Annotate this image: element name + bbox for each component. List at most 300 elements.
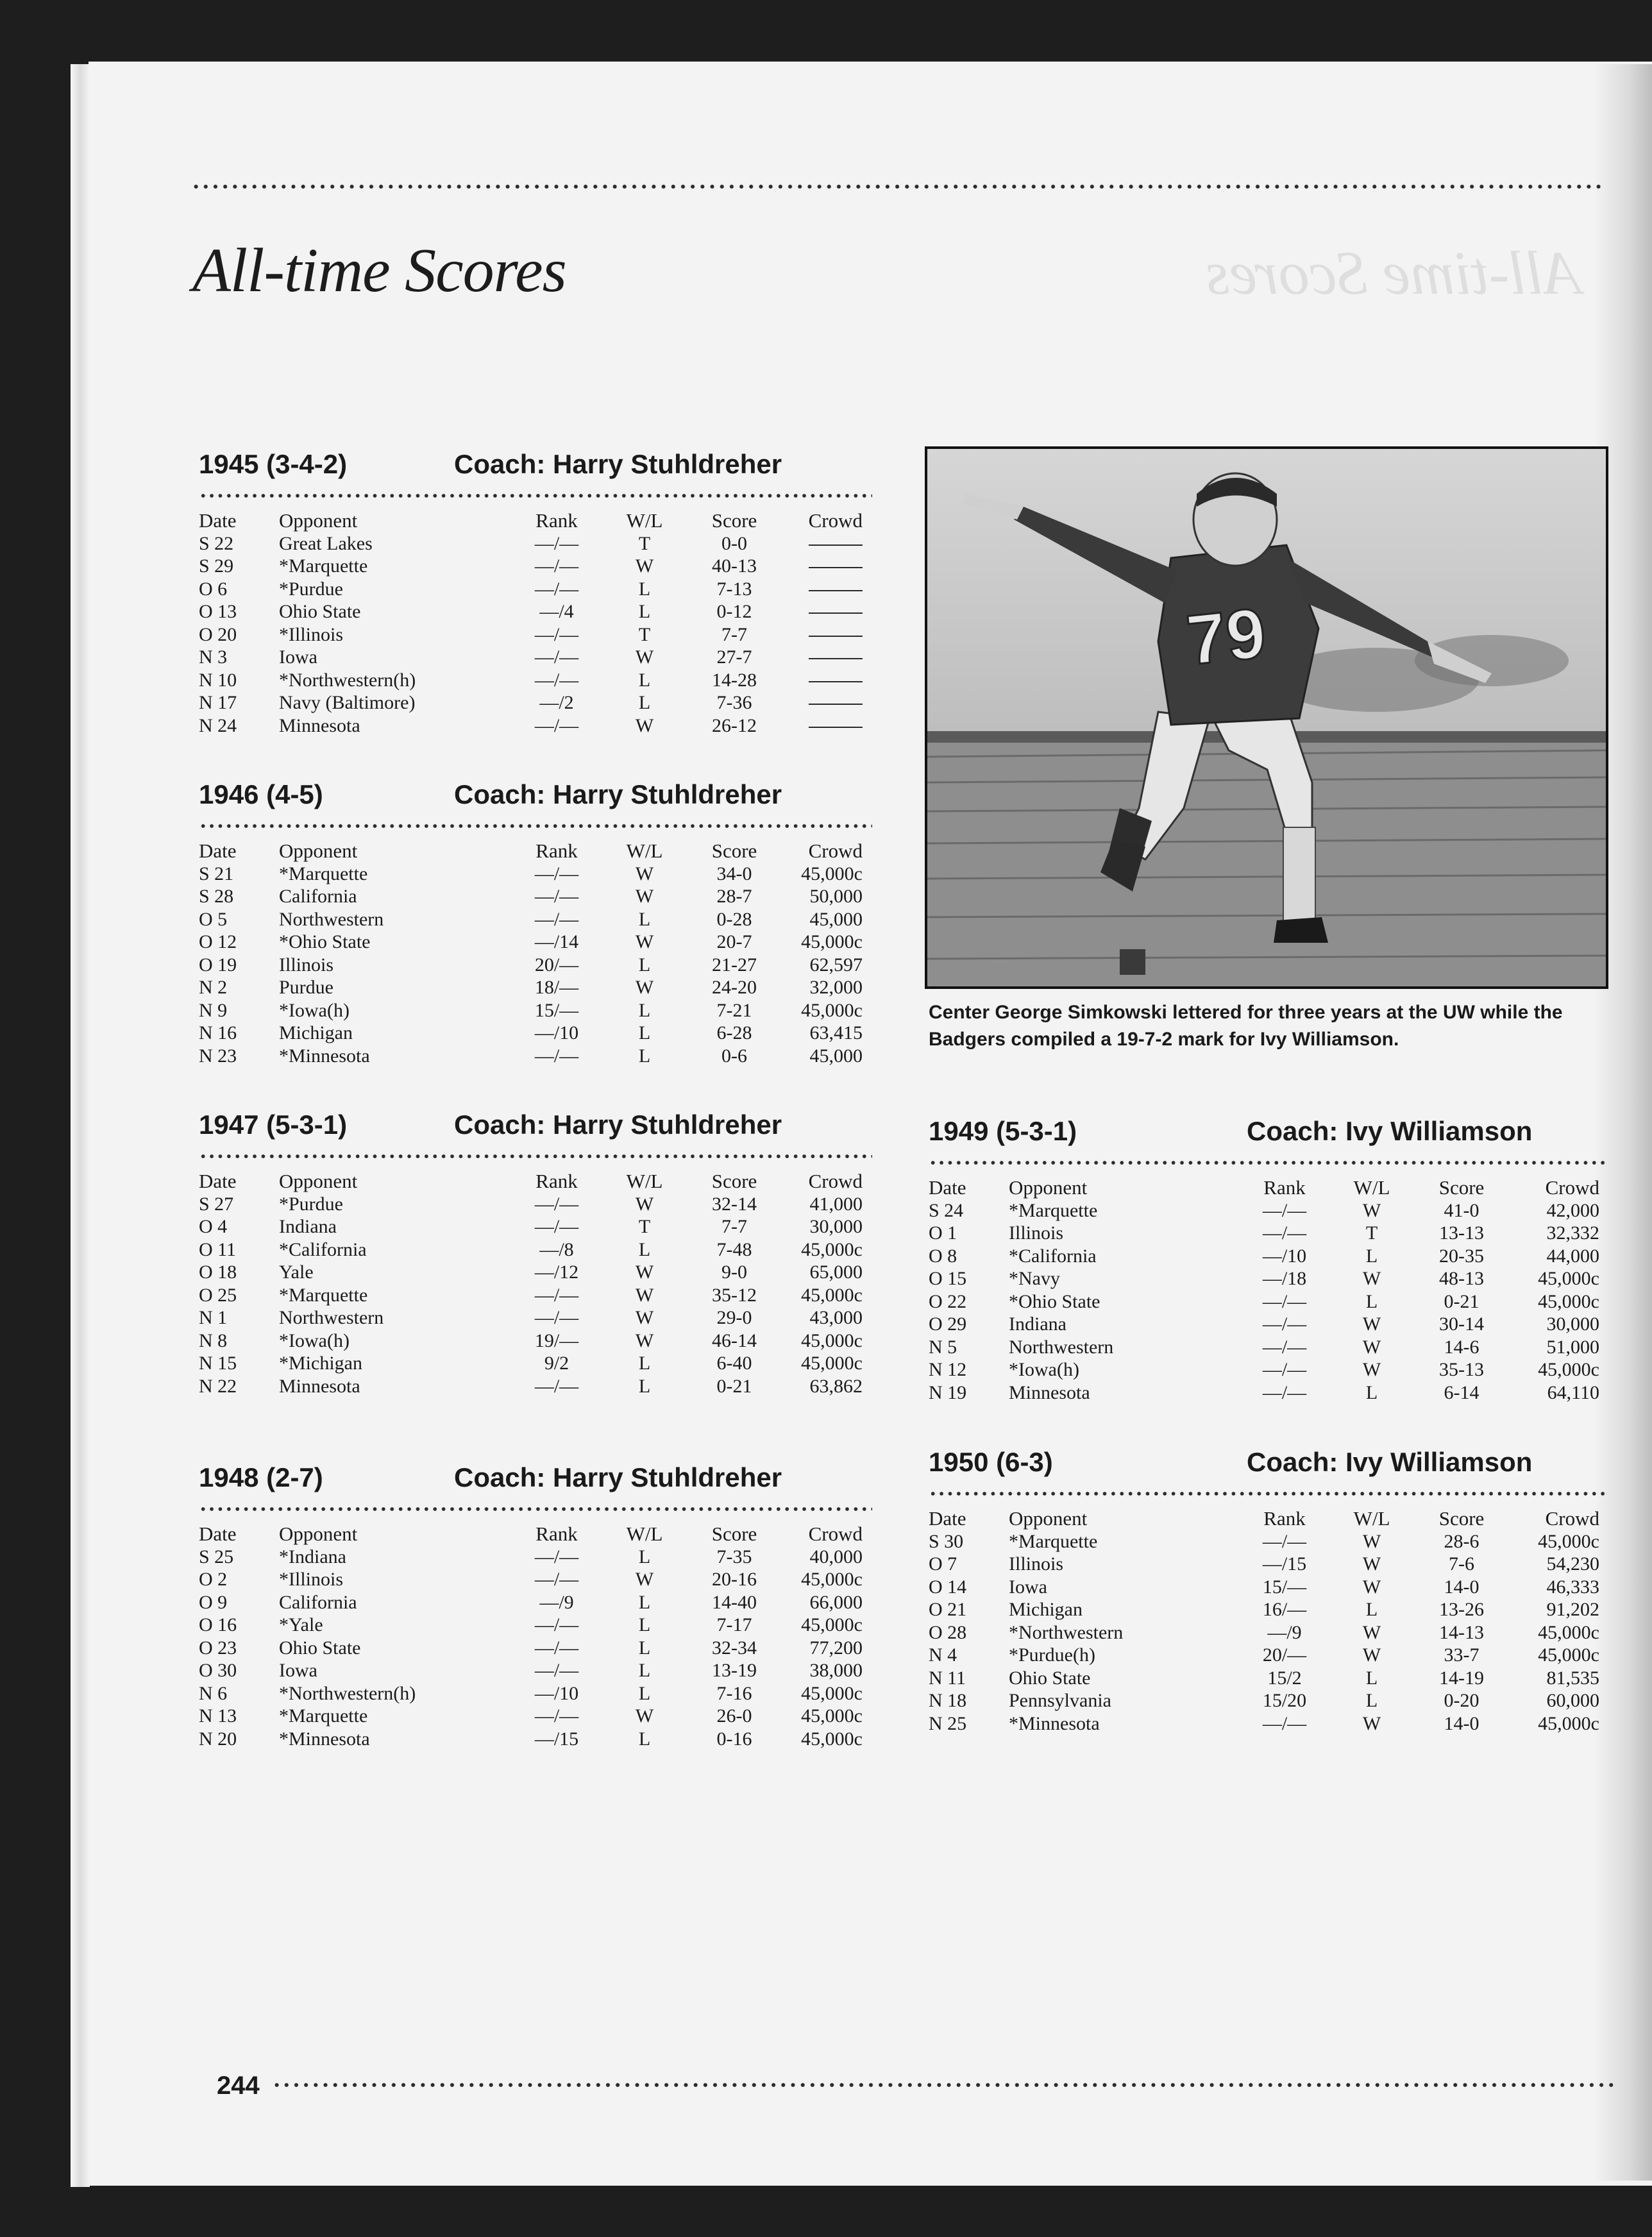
table-row xyxy=(199,1193,863,1216)
game-score: 7-7 xyxy=(721,1216,747,1237)
game-score: 6-14 xyxy=(1444,1381,1479,1403)
game-crowd: 45,000c xyxy=(801,999,863,1021)
game-result: W xyxy=(635,646,654,668)
game-crowd: 45,000c xyxy=(801,863,863,884)
game-result: W xyxy=(635,1193,654,1215)
game-opponent: *Marquette xyxy=(279,863,368,884)
no-crowd-rule xyxy=(809,636,863,637)
game-result: W xyxy=(635,886,654,907)
game-score: 14-19 xyxy=(1439,1667,1484,1689)
top-dotted-rule xyxy=(191,183,1606,190)
season-block xyxy=(199,779,872,1067)
game-score: 35-13 xyxy=(1439,1359,1484,1380)
col-header-crowd: Crowd xyxy=(808,509,863,532)
table-header-row xyxy=(929,1176,1599,1199)
no-crowd-rule xyxy=(809,567,863,568)
game-crowd: 44,000 xyxy=(1546,1245,1599,1267)
game-opponent: *Northwestern(h) xyxy=(279,669,416,691)
table-row xyxy=(929,1336,1599,1359)
game-crowd: 32,332 xyxy=(1546,1222,1599,1244)
game-result: W xyxy=(1362,1530,1381,1552)
game-opponent: *Illinois xyxy=(279,623,344,645)
game-crowd: 60,000 xyxy=(1546,1690,1599,1711)
game-crowd: 45,000c xyxy=(1538,1644,1599,1666)
game-opponent: Illinois xyxy=(1009,1222,1064,1244)
game-score: 14-28 xyxy=(712,669,757,691)
game-crowd: 30,000 xyxy=(809,1216,863,1237)
page-number: 244 xyxy=(217,2072,260,2100)
game-opponent: Michigan xyxy=(279,1022,353,1043)
game-result: W xyxy=(1362,1644,1381,1666)
game-crowd: 63,415 xyxy=(809,1022,863,1043)
game-date: N 2 xyxy=(199,977,228,998)
game-rank: —/— xyxy=(534,1614,579,1635)
game-opponent: *Minnesota xyxy=(1009,1712,1100,1734)
game-date: O 4 xyxy=(199,1216,228,1237)
table-row xyxy=(199,1045,863,1068)
col-header-wl: W/L xyxy=(626,509,663,532)
game-date: N 3 xyxy=(199,646,228,668)
game-result: L xyxy=(638,1728,651,1750)
game-result: L xyxy=(638,1238,651,1260)
game-rank: —/— xyxy=(534,1193,579,1215)
game-crowd: 45,000c xyxy=(801,1353,863,1374)
game-result: W xyxy=(635,863,654,884)
game-crowd: 45,000c xyxy=(801,1238,863,1260)
game-score: 6-28 xyxy=(716,1022,752,1043)
game-result: L xyxy=(1365,1381,1378,1403)
table-header-row xyxy=(199,509,863,532)
col-header-opponent: Opponent xyxy=(1009,1176,1088,1199)
game-rank: —/— xyxy=(1262,1381,1307,1403)
game-result: L xyxy=(1365,1245,1378,1267)
game-date: S 25 xyxy=(199,1546,234,1567)
game-crowd: 40,000 xyxy=(809,1546,863,1567)
game-score: 7-16 xyxy=(716,1682,752,1704)
player-photo xyxy=(925,446,1608,989)
game-date: O 14 xyxy=(929,1576,967,1598)
col-header-crowd: Crowd xyxy=(808,1170,863,1192)
game-result: W xyxy=(1362,1712,1381,1734)
game-rank: —/— xyxy=(534,1637,579,1659)
game-result: L xyxy=(638,578,651,600)
col-header-score: Score xyxy=(711,1523,757,1545)
season-year-record: 1948 (2-7) xyxy=(199,1462,323,1492)
game-result: W xyxy=(635,1262,654,1283)
table-row xyxy=(199,1682,863,1705)
game-opponent: Minnesota xyxy=(279,714,360,736)
game-date: N 5 xyxy=(929,1336,957,1358)
game-rank: 18/— xyxy=(534,977,579,998)
game-score: 48-13 xyxy=(1439,1268,1484,1289)
game-opponent: Illinois xyxy=(279,954,334,975)
game-score: 13-19 xyxy=(712,1660,757,1681)
game-score: 0-12 xyxy=(716,601,752,622)
game-opponent: *Purdue xyxy=(279,578,343,600)
game-crowd xyxy=(784,600,863,623)
game-crowd: 42,000 xyxy=(1546,1199,1599,1221)
table-row xyxy=(929,1381,1599,1405)
season-header xyxy=(199,1110,872,1148)
game-date: N 10 xyxy=(199,669,237,691)
table-header-row xyxy=(929,1507,1599,1530)
game-score: 41-0 xyxy=(1444,1199,1479,1221)
season-year-record: 1946 (4-5) xyxy=(199,779,323,809)
bottom-dotted-rule xyxy=(272,2082,1617,2088)
game-score: 24-20 xyxy=(712,977,757,998)
game-rank: —/9 xyxy=(539,1591,574,1613)
table-row xyxy=(199,600,863,623)
game-opponent: *Indiana xyxy=(279,1546,346,1567)
col-header-rank: Rank xyxy=(535,509,578,532)
table-row xyxy=(199,954,863,977)
game-rank: —/18 xyxy=(1262,1268,1307,1289)
game-crowd xyxy=(784,714,863,738)
season-coach: Coach: Ivy Williamson xyxy=(1247,1116,1533,1146)
game-crowd xyxy=(784,532,863,555)
col-header-opponent: Opponent xyxy=(279,840,358,862)
table-row xyxy=(199,1261,863,1284)
col-header-crowd: Crowd xyxy=(1545,1176,1599,1199)
game-rank: —/— xyxy=(1262,1199,1307,1221)
game-score: 26-12 xyxy=(712,714,757,736)
schedule-table xyxy=(929,1507,1599,1735)
game-date: O 7 xyxy=(929,1553,957,1574)
game-opponent: *Iowa(h) xyxy=(279,999,350,1021)
no-crowd-rule xyxy=(809,612,863,614)
game-score: 28-6 xyxy=(1444,1530,1479,1552)
game-result: L xyxy=(1365,1667,1378,1689)
game-result: L xyxy=(638,1353,651,1374)
game-result: L xyxy=(638,999,651,1021)
game-score: 0-0 xyxy=(721,532,747,554)
col-header-wl: W/L xyxy=(1353,1507,1390,1530)
game-rank: —/— xyxy=(534,1569,579,1590)
game-crowd xyxy=(784,646,863,669)
photo-caption: Center George Simkowski lettered for three years at the UW while the Badgers compiled a 19-7-2 mark for Ivy Williamson. xyxy=(929,1002,1563,1050)
game-crowd: 45,000c xyxy=(1538,1530,1599,1552)
game-crowd: 38,000 xyxy=(809,1660,863,1681)
game-crowd: 77,200 xyxy=(809,1637,863,1659)
game-crowd: 45,000c xyxy=(801,1330,863,1351)
col-header-opponent: Opponent xyxy=(279,1170,358,1192)
game-score: 7-17 xyxy=(716,1614,752,1635)
game-rank: —/— xyxy=(534,1546,579,1567)
game-result: L xyxy=(1365,1599,1378,1620)
season-block xyxy=(199,1110,872,1397)
season-dotted-rule xyxy=(199,823,872,829)
game-result: L xyxy=(638,1022,651,1043)
game-result: L xyxy=(638,1546,651,1567)
game-crowd: 45,000c xyxy=(801,1614,863,1635)
game-rank: —/— xyxy=(1262,1336,1307,1358)
game-opponent: *Marquette xyxy=(279,555,368,577)
table-row xyxy=(199,908,863,931)
game-date: N 11 xyxy=(929,1667,966,1689)
season-year-record: 1949 (5-3-1) xyxy=(929,1116,1077,1146)
game-crowd: 91,202 xyxy=(1546,1599,1599,1620)
game-rank: —/12 xyxy=(534,1262,579,1283)
game-rank: 19/— xyxy=(534,1330,579,1351)
game-opponent: *Illinois xyxy=(279,1569,344,1590)
game-score: 40-13 xyxy=(712,555,757,577)
game-score: 32-14 xyxy=(712,1193,757,1215)
game-crowd xyxy=(784,691,863,714)
game-opponent: Minnesota xyxy=(1009,1381,1090,1403)
game-rank: —/— xyxy=(534,1045,579,1067)
game-crowd: 45,000c xyxy=(801,931,863,952)
table-row xyxy=(199,646,863,669)
table-row xyxy=(929,1290,1599,1313)
game-rank: —/— xyxy=(534,1705,579,1726)
table-row xyxy=(199,999,863,1022)
game-opponent: *Yale xyxy=(279,1614,323,1635)
no-crowd-rule xyxy=(809,544,863,546)
table-row xyxy=(199,1546,863,1569)
game-opponent: *Purdue(h) xyxy=(1009,1644,1095,1666)
game-result: L xyxy=(638,1637,651,1659)
game-date: N 8 xyxy=(199,1330,228,1351)
game-result: W xyxy=(1362,1268,1381,1289)
game-date: O 1 xyxy=(929,1222,957,1244)
game-rank: —/8 xyxy=(539,1238,574,1260)
game-opponent: *Purdue xyxy=(279,1193,343,1215)
game-date: O 30 xyxy=(199,1660,237,1681)
game-result: W xyxy=(635,714,654,736)
game-opponent: *Michigan xyxy=(279,1353,362,1374)
table-row xyxy=(929,1313,1599,1336)
game-score: 20-7 xyxy=(716,931,752,952)
table-row xyxy=(199,1022,863,1045)
game-result: W xyxy=(635,1307,654,1328)
game-rank: 20/— xyxy=(1262,1644,1307,1666)
game-opponent: Indiana xyxy=(1009,1313,1066,1335)
game-date: O 15 xyxy=(929,1268,967,1289)
game-score: 13-13 xyxy=(1439,1222,1484,1244)
game-opponent: *Minnesota xyxy=(279,1045,370,1067)
no-crowd-rule xyxy=(809,590,863,591)
game-opponent: Ohio State xyxy=(279,1637,361,1659)
table-row xyxy=(929,1689,1599,1712)
game-rank: —/— xyxy=(1262,1359,1307,1380)
col-header-date: Date xyxy=(929,1507,966,1530)
col-header-rank: Rank xyxy=(535,840,578,862)
col-header-rank: Rank xyxy=(535,1523,578,1545)
game-score: 7-48 xyxy=(716,1238,752,1260)
game-opponent: Minnesota xyxy=(279,1375,360,1397)
game-result: L xyxy=(638,1591,651,1613)
table-row xyxy=(199,1375,863,1398)
game-date: S 30 xyxy=(929,1530,964,1552)
game-date: N 4 xyxy=(929,1644,957,1666)
schedule-table xyxy=(929,1176,1599,1404)
game-crowd: 45,000c xyxy=(1538,1290,1599,1312)
game-result: T xyxy=(638,532,651,554)
game-date: O 19 xyxy=(199,954,237,975)
col-header-score: Score xyxy=(1438,1176,1485,1199)
game-opponent: *Northwestern xyxy=(1009,1621,1124,1643)
season-dotted-rule xyxy=(929,1490,1605,1497)
game-score: 14-0 xyxy=(1444,1576,1479,1598)
game-result: L xyxy=(638,1682,651,1704)
game-crowd xyxy=(784,623,863,646)
table-row xyxy=(929,1530,1599,1553)
game-opponent: Purdue xyxy=(279,977,333,998)
game-score: 0-20 xyxy=(1444,1690,1479,1711)
col-header-date: Date xyxy=(199,1170,237,1192)
col-header-opponent: Opponent xyxy=(279,1523,358,1545)
game-date: N 17 xyxy=(199,692,237,713)
game-rank: —/— xyxy=(534,532,579,554)
game-crowd: 41,000 xyxy=(809,1193,863,1215)
season-dotted-rule xyxy=(199,493,872,499)
season-year-record: 1945 (3-4-2) xyxy=(199,449,348,479)
game-date: N 25 xyxy=(929,1712,967,1734)
game-result: W xyxy=(1362,1199,1381,1221)
col-header-score: Score xyxy=(1438,1507,1485,1530)
col-header-wl: W/L xyxy=(626,840,663,862)
table-row xyxy=(199,532,863,555)
game-rank: —/9 xyxy=(1267,1621,1302,1643)
game-result: L xyxy=(638,669,651,691)
game-rank: —/— xyxy=(534,669,579,691)
game-result: W xyxy=(1362,1313,1381,1335)
game-opponent: *Marquette xyxy=(1009,1530,1098,1552)
schedule-table xyxy=(199,509,863,737)
game-result: L xyxy=(638,954,651,975)
game-crowd: 45,000c xyxy=(801,1728,863,1750)
season-dotted-rule xyxy=(199,1153,872,1160)
game-score: 30-14 xyxy=(1439,1313,1484,1335)
col-header-score: Score xyxy=(711,1170,757,1192)
no-crowd-rule xyxy=(809,727,863,728)
game-opponent: Pennsylvania xyxy=(1009,1690,1111,1711)
table-row xyxy=(199,669,863,692)
game-rank: —/— xyxy=(1262,1530,1307,1552)
game-date: O 20 xyxy=(199,623,237,645)
game-score: 46-14 xyxy=(712,1330,757,1351)
game-score: 14-40 xyxy=(712,1591,757,1613)
game-rank: 16/— xyxy=(1262,1599,1307,1620)
game-score: 7-36 xyxy=(716,692,752,713)
game-date: O 2 xyxy=(199,1569,228,1590)
game-score: 33-7 xyxy=(1444,1644,1479,1666)
table-header-row xyxy=(199,840,863,863)
game-rank: —/— xyxy=(534,1375,579,1397)
table-row xyxy=(199,578,863,601)
game-result: W xyxy=(635,1284,654,1306)
game-date: O 25 xyxy=(199,1284,237,1306)
schedule-table xyxy=(199,1523,863,1750)
game-opponent: Navy (Baltimore) xyxy=(279,692,416,713)
game-date: N 22 xyxy=(199,1375,237,1397)
game-score: 14-6 xyxy=(1444,1336,1479,1358)
game-rank: —/10 xyxy=(1262,1245,1307,1267)
game-result: L xyxy=(1365,1290,1378,1312)
table-row xyxy=(199,976,863,999)
game-crowd: 30,000 xyxy=(1546,1313,1599,1335)
game-date: O 21 xyxy=(929,1599,967,1620)
game-crowd: 45,000 xyxy=(809,1045,863,1067)
game-date: S 27 xyxy=(199,1193,234,1215)
game-rank: —/15 xyxy=(534,1728,579,1750)
table-row xyxy=(199,1238,863,1262)
game-score: 34-0 xyxy=(716,863,752,884)
table-row xyxy=(199,931,863,954)
game-opponent: *California xyxy=(1009,1245,1097,1267)
table-row xyxy=(199,1614,863,1637)
game-rank: —/10 xyxy=(534,1682,579,1704)
no-crowd-rule xyxy=(809,681,863,682)
table-row xyxy=(929,1199,1599,1222)
table-row xyxy=(199,1330,863,1353)
season-coach: Coach: Harry Stuhldreher xyxy=(454,1110,782,1140)
game-opponent: *Marquette xyxy=(279,1284,368,1306)
col-header-crowd: Crowd xyxy=(1545,1507,1599,1530)
jersey-number: 79 xyxy=(1183,593,1270,680)
game-result: L xyxy=(638,908,651,930)
game-rank: —/— xyxy=(534,908,579,930)
game-crowd: 45,000 xyxy=(809,908,863,930)
game-result: L xyxy=(1365,1690,1378,1711)
game-date: N 24 xyxy=(199,714,237,736)
game-crowd: 65,000 xyxy=(809,1262,863,1283)
game-score: 20-35 xyxy=(1439,1245,1484,1267)
game-score: 14-0 xyxy=(1444,1712,1479,1734)
season-coach: Coach: Harry Stuhldreher xyxy=(454,1462,782,1492)
game-rank: —/— xyxy=(534,1284,579,1306)
col-header-wl: W/L xyxy=(626,1170,663,1192)
game-opponent: *Northwestern(h) xyxy=(279,1682,416,1704)
game-opponent: *Minnesota xyxy=(279,1728,370,1750)
game-opponent: Illinois xyxy=(1009,1553,1064,1574)
season-block xyxy=(929,1447,1605,1735)
game-score: 7-7 xyxy=(721,623,747,645)
game-date: O 13 xyxy=(199,601,237,622)
game-date: N 15 xyxy=(199,1353,237,1374)
game-date: N 12 xyxy=(929,1359,967,1380)
table-row xyxy=(929,1667,1599,1690)
col-header-rank: Rank xyxy=(535,1170,578,1192)
table-row xyxy=(929,1621,1599,1644)
table-row xyxy=(929,1222,1599,1245)
season-block xyxy=(199,449,872,737)
game-date: N 6 xyxy=(199,1682,228,1704)
season-coach: Coach: Harry Stuhldreher xyxy=(454,779,782,809)
game-crowd xyxy=(784,578,863,601)
game-score: 7-6 xyxy=(1449,1553,1474,1574)
table-row xyxy=(199,1637,863,1660)
game-opponent: *Marquette xyxy=(1009,1199,1098,1221)
table-row xyxy=(199,1352,863,1375)
game-crowd: 45,000c xyxy=(801,1682,863,1704)
game-result: W xyxy=(635,977,654,998)
season-dotted-rule xyxy=(929,1160,1605,1166)
game-date: O 18 xyxy=(199,1262,237,1283)
table-row xyxy=(199,885,863,908)
col-header-crowd: Crowd xyxy=(808,840,863,862)
game-score: 0-16 xyxy=(716,1728,752,1750)
game-result: W xyxy=(1362,1621,1381,1643)
table-row xyxy=(199,714,863,738)
game-crowd: 45,000c xyxy=(801,1569,863,1590)
game-opponent: Great Lakes xyxy=(279,532,373,554)
game-date: N 19 xyxy=(929,1381,967,1403)
game-date: N 1 xyxy=(199,1307,228,1328)
game-rank: 15/20 xyxy=(1262,1690,1307,1711)
game-opponent: *Marquette xyxy=(279,1705,368,1726)
table-row xyxy=(199,1659,863,1682)
